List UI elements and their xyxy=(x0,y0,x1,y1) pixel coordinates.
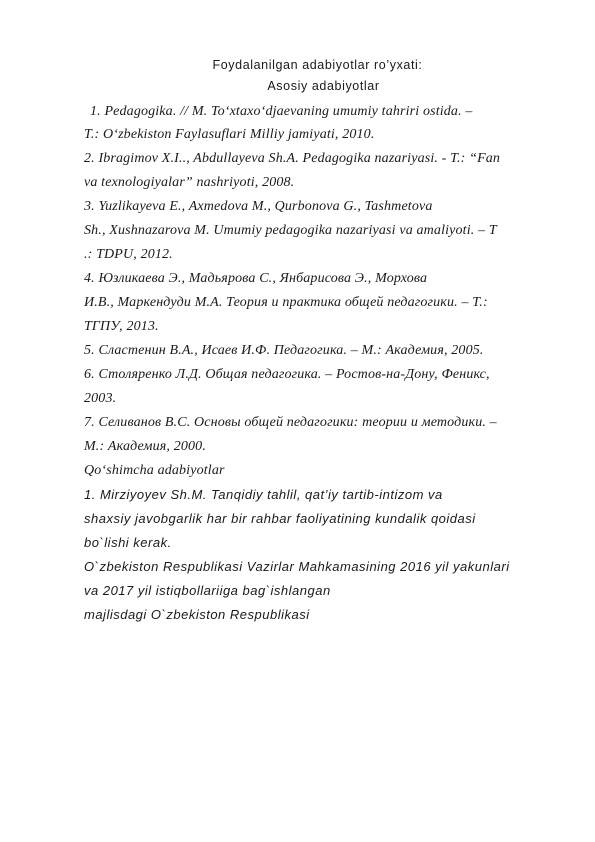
reference-line: 7. Селиванов В.С. Основы общей педагогики: теории и методики. – xyxy=(84,415,497,430)
reference-line: .: TDPU, 2012. xyxy=(84,247,173,262)
reference-line: shaxsiy javobgarlik har bir rahbar faoliyatining kundalik qoidasi xyxy=(84,511,476,526)
reference-line: 4. Юзликаева Э., Мадьярова С., Янбарисова Э., Морхова xyxy=(84,271,428,286)
reference-line: bo`lishi kerak. xyxy=(84,535,172,550)
reference-line: М.: Академия, 2000. xyxy=(84,439,206,454)
reference-line: 1. Pedagogika. // M. To‘xtaxo‘djaevaning umumiy tahriri ostida. – xyxy=(90,104,473,119)
reference-line: 5. Сластенин В.А., Исаев И.Ф. Педагогика. – М.: Академия, 2005. xyxy=(84,343,484,358)
reference-line: O`zbekiston Respublikasi Vazirlar Mahkamasining 2016 yil yakunlari xyxy=(84,559,510,574)
reference-line: 1. Mirziyoyev Sh.M. Tanqidiy tahlil, qat’iy tartib-intizom va xyxy=(84,487,443,502)
reference-line: И.В., Маркендуди М.А. Теория и практика общей педагогики. – Т.: xyxy=(84,295,488,310)
reference-line: Sh., Xushnazarova M. Umumiy pedagogika nazariyasi va amaliyoti. – T xyxy=(84,223,497,238)
reference-line: 6. Столяренко Л.Д. Общая педагогика. – Ростов-на-Дону, Феникс, xyxy=(84,367,490,382)
reference-line: va texnologiyalar” nashriyoti, 2008. xyxy=(84,175,295,190)
reference-line: ТГПУ, 2013. xyxy=(84,319,159,334)
main-literature-heading: Asosiy adabiyotlar xyxy=(267,79,380,93)
references-title: Foydalanilgan adabiyotlar ro’yxati: xyxy=(212,58,423,72)
reference-line: T.: O‘zbekiston Faylasuflari Milliy jamiyati, 2010. xyxy=(84,127,375,142)
additional-literature-heading: Qo‘shimcha adabiyotlar xyxy=(84,463,225,478)
reference-line: 2. Ibragimov X.I.., Abdullayeva Sh.A. Pedagogika nazariyasi. - T.: “Fan xyxy=(84,151,501,166)
reference-line: majlisdagi O`zbekiston Respublikasi xyxy=(84,607,310,622)
reference-line: 3. Yuzlikayeva E., Axmedova M., Qurbonova G., Tashmetova xyxy=(84,199,433,214)
reference-line: va 2017 yil istiqbollariiga bag`ishlangan xyxy=(84,583,331,598)
reference-line: 2003. xyxy=(84,391,117,406)
